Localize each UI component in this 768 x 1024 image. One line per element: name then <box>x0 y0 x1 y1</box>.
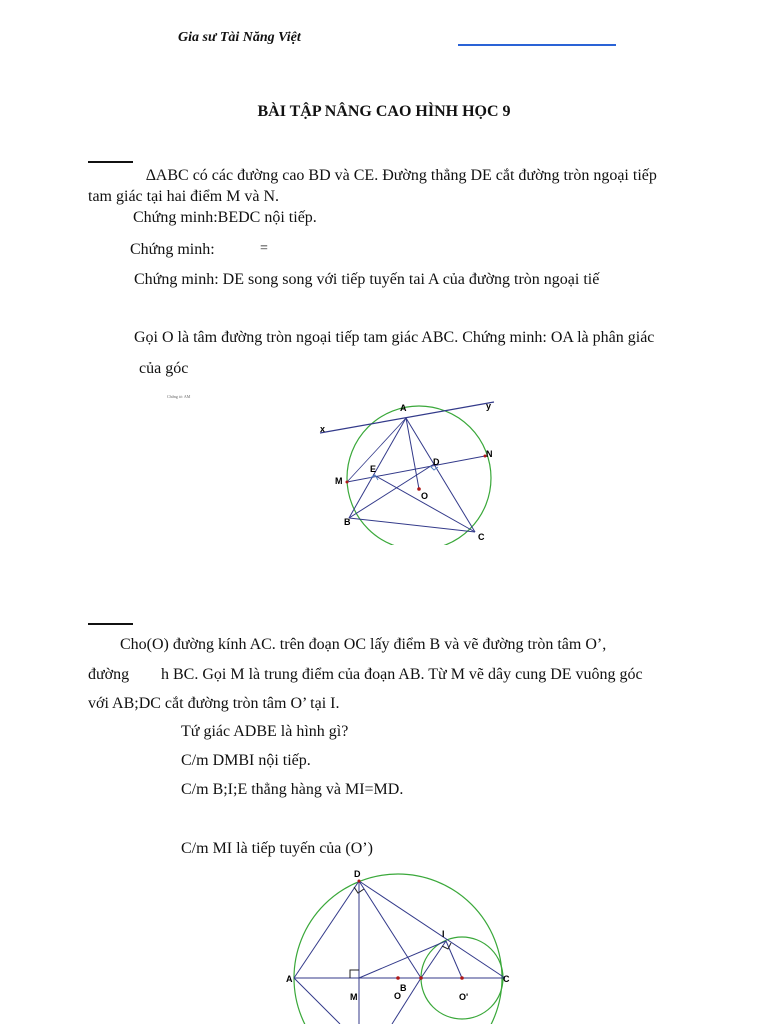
point-m <box>346 481 349 484</box>
altitude-ce <box>374 475 475 532</box>
right-angle-m <box>350 970 359 978</box>
problem1-blank-rule <box>88 161 133 163</box>
problem1-item-3: Chứng minh: DE song song với tiếp tuyến tai A của đường tròn ngoại tiế <box>134 271 600 288</box>
label-o: O <box>394 991 402 1001</box>
header-underline <box>458 44 616 46</box>
problem1-equals: = <box>260 241 268 256</box>
circumcircle <box>347 406 491 545</box>
segment-be <box>392 978 421 1024</box>
segment-dc <box>359 881 505 978</box>
label-x: x <box>320 424 326 434</box>
label-o: O <box>421 491 429 501</box>
right-angle-i <box>442 943 451 949</box>
label-a: A <box>400 403 407 413</box>
problem1-item-5: của góc <box>139 360 189 377</box>
segment-ae <box>294 978 340 1024</box>
problem1-item-1: Chứng minh:BEDC nội tiếp. <box>133 209 317 226</box>
side-ab <box>349 418 406 518</box>
problem1-item-2: Chứng minh: <box>130 241 215 258</box>
label-i: I <box>442 929 445 939</box>
label-o-prime: O' <box>459 992 469 1002</box>
label-m: M <box>350 992 358 1002</box>
label-b: B <box>344 517 351 527</box>
problem1-item-4: Gọi O là tâm đường tròn ngoại tiếp tam giác ABC. Chứng minh: OA là phân giác <box>134 329 655 346</box>
label-y: y <box>486 401 492 411</box>
problem2-item-4: C/m MI là tiếp tuyến của (O’) <box>181 840 373 857</box>
label-c: C <box>503 974 510 984</box>
label-d: D <box>354 869 361 879</box>
label-a: A <box>286 974 293 984</box>
segment-ad <box>294 881 359 978</box>
side-bc <box>349 518 475 532</box>
figure1-diagram <box>310 395 510 545</box>
problem2-item-3: C/m B;I;E thẳng hàng và MI=MD. <box>181 781 404 798</box>
point-b <box>419 976 423 980</box>
problem2-line3: với AB;DC cắt đường tròn tâm O’ tại I. <box>88 695 340 712</box>
figure1-caption: Chứng tỏ: AM <box>167 394 191 399</box>
label-d: D <box>433 457 440 467</box>
figure2-diagram <box>282 862 518 1024</box>
problem2-line2b: h BC. Gọi M là trung điểm của đoạn AB. Từ M vẽ dây cung DE vuông góc <box>161 666 643 683</box>
header-brand: Gia sư Tài Năng Việt <box>178 30 301 45</box>
problem2-blank-rule <box>88 623 133 625</box>
problem1-intro-line1: ∆ABC có các đường cao BD và CE. Đường thẳng DE cắt đường tròn ngoại tiếp <box>146 167 657 184</box>
circle-o <box>294 874 502 1024</box>
point-o-prime <box>460 976 464 980</box>
problem2-item-2: C/m DMBI nội tiếp. <box>181 752 311 769</box>
label-n: N <box>486 449 493 459</box>
problem2-line2a: đường <box>88 666 130 683</box>
label-e: E <box>370 464 377 474</box>
point-o <box>396 976 400 980</box>
label-m: M <box>335 476 343 486</box>
label-b: B <box>400 983 407 993</box>
segment-db <box>359 881 421 978</box>
problem1-intro-line2: tam giác tại hai điểm M và N. <box>88 188 280 205</box>
problem2-item-1: Tứ giác ADBE là hình gì? <box>181 723 349 740</box>
segment-io-prime <box>446 941 462 978</box>
point-d <box>358 880 361 883</box>
page-title: BÀI TẬP NÂNG CAO HÌNH HỌC 9 <box>257 103 511 120</box>
label-c: C <box>478 532 485 542</box>
problem2-line1: Cho(O) đường kính AC. trên đoạn OC lấy điểm B và vẽ đường tròn tâm O’, <box>120 636 607 653</box>
